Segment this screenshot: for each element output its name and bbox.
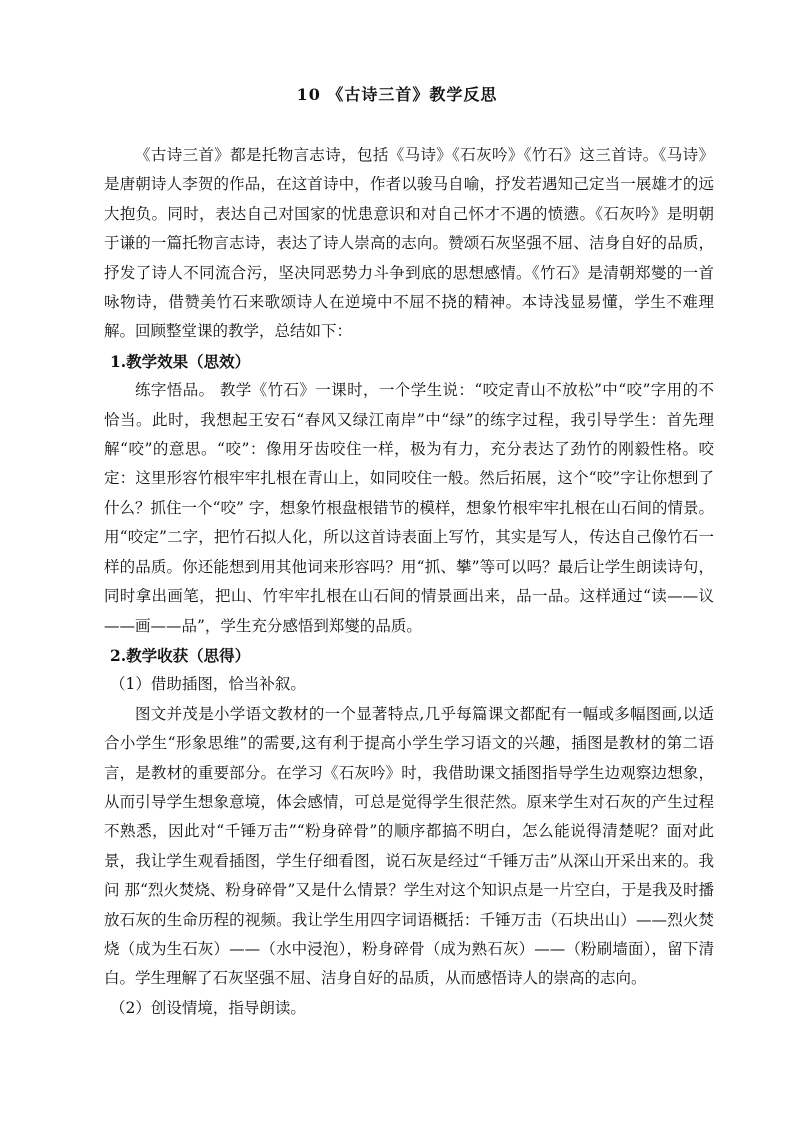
- section-heading-teaching-effect: 1.教学效果（思效）: [110, 351, 251, 371]
- document-body: [104, 141, 714, 1023]
- page-title: 10 《古诗三首》教学反思: [296, 85, 498, 104]
- item2-heading: （2）创设情境，指导朗读。: [110, 998, 306, 1017]
- item1-paragraph: 图文并茂是小学语文教材的一个显著特点,几乎每篇课文都配有一幅或多幅图画,以适合小学生“形象思维”的需要,这有利于提高小学生学习语文的兴趣，插图是教材的第二语言，是教材的重要部分。在学习《石灰吟》时，我借助课文插图指导学生边观察边想象，从而引导学生想象意境，体会感情，可总是觉得学生很茫然。原来学生对石灰的产生过程不熟悉，因此对“千锤万击”“粉身碎骨”的顺序都搞不明白，怎么能说得清楚呢？面对此景，我让学生观看插图，学生仔细看图，说石灰是经过“千锤万击”从深山开采出来的。我问 那“烈火焚烧、粉身碎骨”又是什么情景？学生对这个知识点是一片空白，于是我及时播放石灰的生命历程的视频。我让学生用四字词语概括：千锤万击（石块出山）——烈火焚烧（成为生石灰）——（水中浸泡），粉身碎骨（成为熟石灰）——（粉刷墙面），留下清白。学生理解了石灰坚强不屈、洁身自好的品质，从而感悟诗人的崇高的志向。: [104, 704, 714, 988]
- intro-paragraph: 《古诗三首》都是托物言志诗，包括《马诗》《石灰吟》《竹石》这三首诗。《马诗》是唐朝诗人李贺的作品，在这首诗中，作者以骏马自喻，抒发若遇知己定当一展雄才的远大抱负。同时，表达自己对国家的忧患意识和对自己怀才不遇的愤懑。《石灰吟》是明朝于谦的一篇托物言志诗，表达了诗人崇高的志向。赞颂石灰坚强不屈、洁身自好的品质，抒发了诗人不同流合污，坚决同恶势力斗争到底的思想感情。《竹石》是清朝郑燮的一首咏物诗，借赞美竹石来歌颂诗人在逆境中不屈不挠的精神。本诗浅显易懂，学生不难理解。回顾整堂课的教学，总结如下：: [104, 146, 714, 341]
- item1-heading: （1）借助插图，恰当补叙。: [110, 675, 306, 694]
- section-heading-teaching-gains: 2.教学收获（思得）: [110, 645, 251, 665]
- section1-paragraph: 练字悟品。 教学《竹石》一课时，一个学生说：“咬定青山不放松”中“咬”字用的不恰当。此时，我想起王安石“春风又绿江南岸”中“绿”的练字过程，我引导学生：首先理解“咬”的意思。“咬”：像用牙齿咬住一样，极为有力，充分表达了劲竹的刚毅性格。咬定：这里形容竹根牢牢扎根在青山上，如同咬住一般。然后拓展，这个“咬”字让你想到了什么？抓住一个“咬” 字，想象竹根盘根错节的模样，想象竹根牢牢扎根在山石间的情景。用“咬定”二字，把竹石拟人化，所以这首诗表面上写竹，其实是写人，传达自己像竹石一样的品质。你还能想到用其他词来形容吗？用“抓、攀”等可以吗？最后让学生朗读诗句，同时拿出画笔，把山、竹牢牢扎根在山石间的情景画出来，品一品。这样通过“读——议——画——品”，学生充分感悟到郑燮的品质。: [104, 381, 714, 635]
